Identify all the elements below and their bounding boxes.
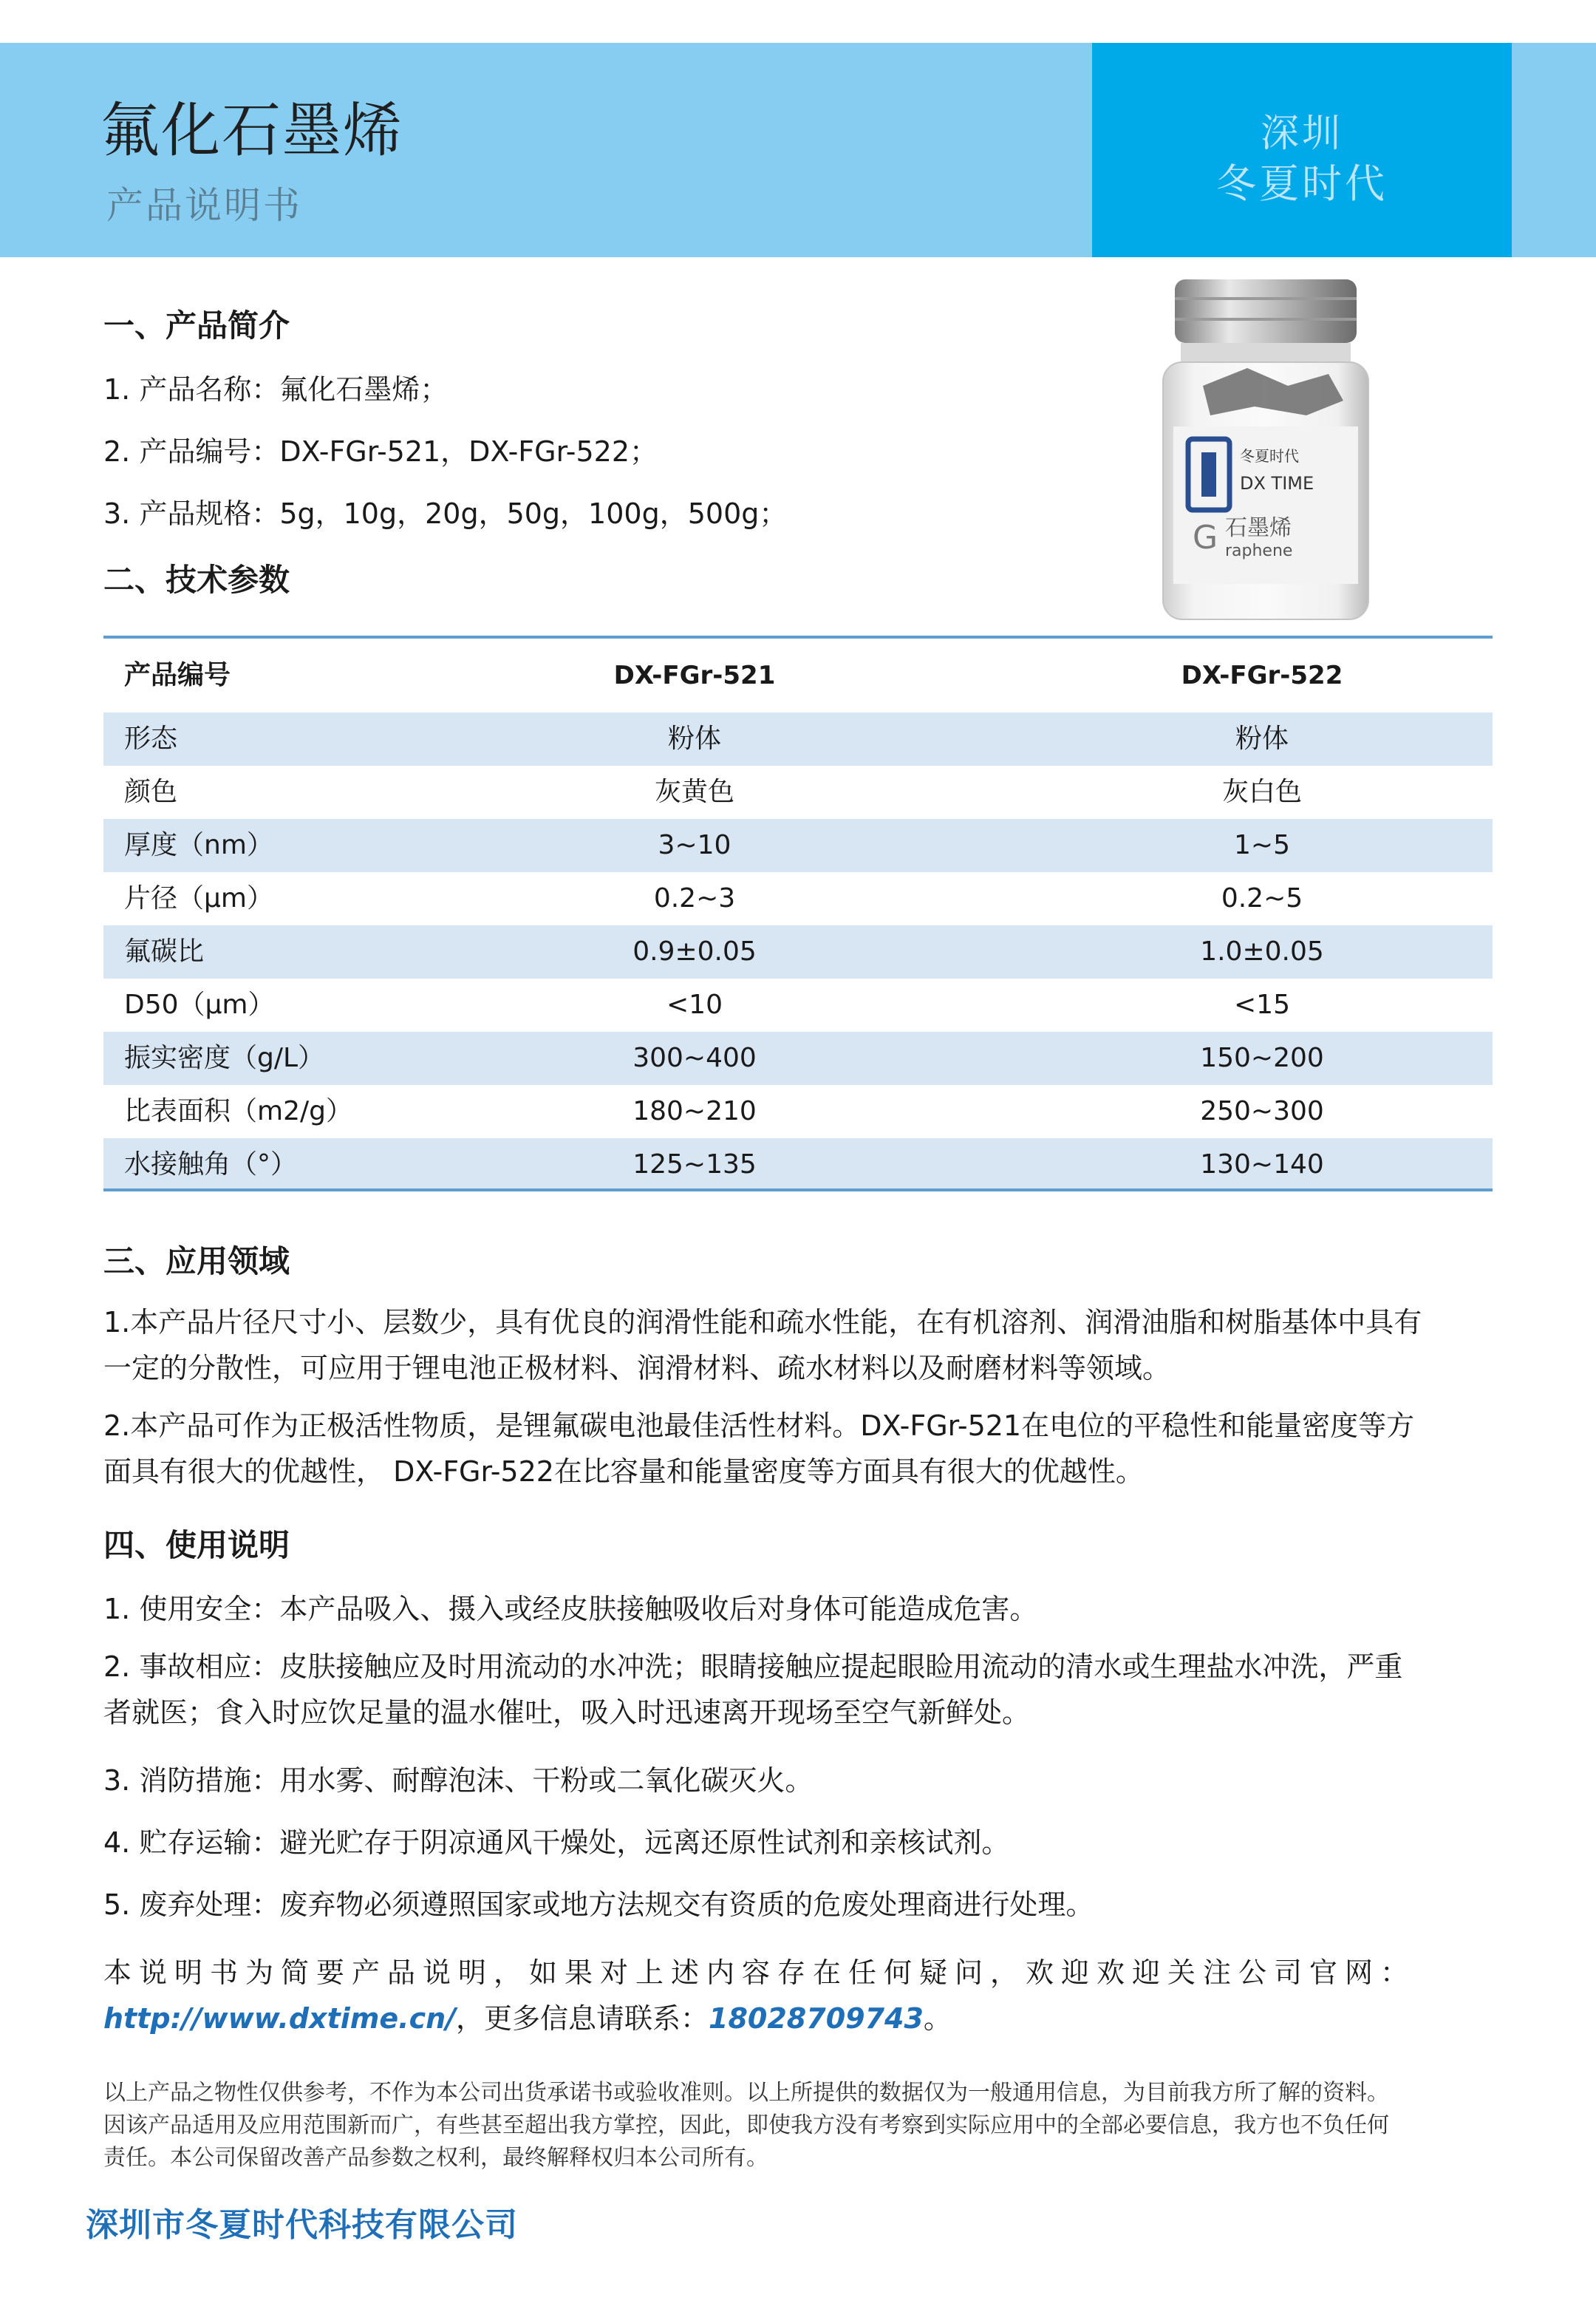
notice-end: 。 (923, 2002, 952, 2035)
bottle-label-en: DX TIME (1240, 473, 1314, 494)
disclaimer-line2: 因该产品适用及应用范围新而广，有些甚至超出我方掌控，因此，即使我方没有考察到实际应用中的全部必要信息，我方也不负任何 (103, 2112, 1389, 2138)
usage-item-fire: 3. 消防措施：用水雾、耐醇泡沫、干粉或二氧化碳灭火。 (103, 1764, 814, 1797)
table-cell: 125~135 (632, 1149, 757, 1180)
intro-item-spec: 3. 产品规格：5g，10g，20g，50g，100g，500g； (103, 497, 788, 530)
page-subtitle: 产品说明书 (106, 184, 302, 227)
table-cell: 粉体 (1235, 724, 1289, 754)
table-row (103, 1138, 1493, 1191)
table-top-rule (103, 636, 1493, 639)
page-title: 氟化石墨烯 (100, 96, 403, 165)
bottle-product-cn: 石墨烯 (1225, 515, 1292, 541)
contact-notice (103, 1950, 1493, 2041)
phone-number: 18028709743 (709, 2002, 924, 2035)
application-p1-line1: 1.本产品片径尺寸小、层数少，具有优良的润滑性能和疏水性能，在有机溶剂、润滑油脂和树脂基体中具有 (103, 1306, 1422, 1339)
table-header-cell: 产品编号 (124, 660, 231, 690)
application-paragraph-2 (103, 1403, 1493, 1494)
application-p2-line1: 2.本产品可作为正极活性物质，是锂氟碳电池最佳活性材料。DX-FGr-521在电位的平稳性和能量密度等方 (103, 1409, 1415, 1442)
table-row (103, 819, 1493, 872)
notice-line1: 本说明书为简要产品说明，如果对上述内容存在任何疑问，欢迎欢迎关注公司官网： (103, 1956, 1416, 1989)
brand-city: 深圳 (1260, 112, 1343, 156)
section-heading-applications: 三、应用领域 (103, 1243, 290, 1279)
table-cell: 180~210 (632, 1096, 757, 1126)
website-link[interactable]: http://www.dxtime.cn/ (103, 2002, 457, 2035)
section-heading-params: 二、技术参数 (103, 562, 290, 598)
table-cell: 灰白色 (1221, 777, 1302, 807)
table-cell: 振实密度（g/L） (124, 1043, 325, 1073)
usage-item-disposal: 5. 废弃处理：废弃物必须遵照国家或地方法规交有资质的危废处理商进行处理。 (103, 1888, 1094, 1921)
table-cell: D50（μm） (124, 990, 275, 1020)
table-cell: 氟碳比 (124, 936, 205, 967)
table-row (103, 979, 1493, 1032)
bottle-product-en: raphene (1225, 542, 1293, 560)
bottle-label-cn: 冬夏时代 (1240, 447, 1299, 465)
table-row (103, 1032, 1493, 1085)
section-heading-usage: 四、使用说明 (103, 1527, 290, 1563)
table-cell: 水接触角（°） (124, 1149, 298, 1180)
table-cell: 1~5 (1234, 830, 1290, 860)
table-cell: 形态 (124, 724, 178, 754)
intro-item-name: 1. 产品名称：氟化石墨烯； (103, 373, 449, 406)
disclaimer-line1: 以上产品之物性仅供参考，不作为本公司出货承诺书或验收准则。以上所提供的数据仅为一般通用信息，为目前我方所了解的资料。 (103, 2080, 1389, 2106)
table-cell: 300~400 (632, 1043, 757, 1073)
table-cell: 比表面积（m2/g） (124, 1096, 352, 1126)
table-cell: <10 (666, 990, 723, 1020)
table-cell: 1.0±0.05 (1200, 936, 1324, 967)
table-header-row (103, 649, 1493, 702)
disclaimer (103, 2077, 1500, 2174)
table-row (103, 766, 1493, 819)
notice-middle: ，更多信息请联系： (456, 2002, 709, 2035)
application-paragraph-1 (103, 1299, 1493, 1391)
table-header-cell: DX-FGr-522 (1181, 661, 1343, 690)
table-cell: 粉体 (667, 724, 721, 754)
table-cell: <15 (1234, 990, 1290, 1020)
brand-name: 冬夏时代 (1216, 160, 1388, 207)
table-cell: 灰黄色 (654, 777, 734, 807)
table-cell: 0.2~3 (653, 883, 736, 914)
svg-text:G: G (1193, 519, 1218, 557)
table-cell: 150~200 (1200, 1043, 1324, 1073)
usage-item-accident (103, 1644, 1493, 1735)
application-p2-line2: 面具有很大的优越性， DX-FGr-522在比容量和能量密度等方面具有很大的优越性。 (103, 1455, 1144, 1488)
table-cell: 250~300 (1200, 1096, 1324, 1126)
usage-accident-line1: 2. 事故相应：皮肤接触应及时用流动的水冲洗；眼睛接触应提起眼睑用流动的清水或生理盐水冲洗，严重 (103, 1650, 1403, 1683)
table-row (103, 1085, 1493, 1138)
table-bottom-rule (103, 1188, 1493, 1191)
company-name: 深圳市冬夏时代科技有限公司 (86, 2206, 518, 2244)
table-cell: 3~10 (658, 830, 732, 860)
usage-item-storage: 4. 贮存运输：避光贮存于阴凉通风干燥处，远离还原性试剂和亲核试剂。 (103, 1826, 1010, 1859)
table-row (103, 872, 1493, 925)
table-row (103, 925, 1493, 979)
application-p1-line2: 一定的分散性，可应用于锂电池正极材料、润滑材料、疏水材料以及耐磨材料等领域。 (103, 1352, 1171, 1384)
table-header-cell: DX-FGr-521 (613, 661, 776, 690)
section-heading-intro: 一、产品简介 (103, 307, 290, 344)
table-cell: 0.2~5 (1221, 883, 1303, 914)
usage-accident-line2: 者就医；食入时应饮足量的温水催吐，吸入时迅速离开现场至空气新鲜处。 (103, 1696, 1031, 1729)
product-bottle-image (1159, 275, 1373, 622)
table-cell: 厚度（nm） (124, 830, 273, 860)
intro-item-code: 2. 产品编号：DX-FGr-521，DX-FGr-522； (103, 435, 658, 468)
table-row (103, 712, 1493, 766)
table-cell: 0.9±0.05 (632, 936, 757, 967)
disclaimer-line3: 责任。本公司保留改善产品参数之权利，最终解释权归本公司所有。 (103, 2145, 768, 2171)
table-cell: 颜色 (124, 777, 178, 807)
usage-item-safety: 1. 使用安全：本产品吸入、摄入或经皮肤接触吸收后对身体可能造成危害。 (103, 1593, 1038, 1625)
table-cell: 130~140 (1200, 1149, 1324, 1180)
table-cell: 片径（μm） (124, 883, 273, 914)
